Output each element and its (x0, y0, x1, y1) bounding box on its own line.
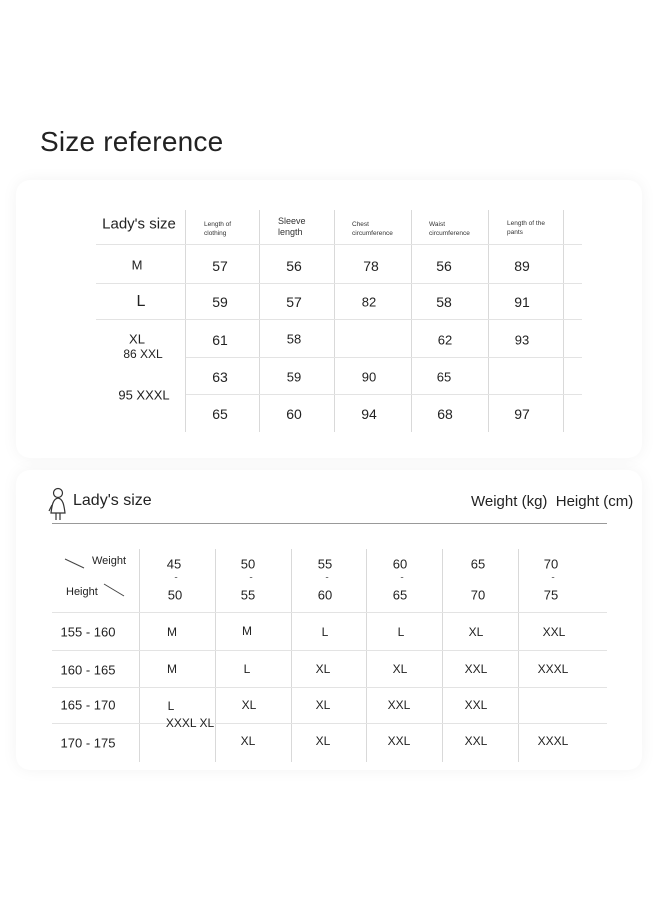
table-cell: 97 (514, 406, 530, 422)
table-cell: XXXL (537, 734, 569, 748)
table-cell: XXXL XL (165, 716, 215, 730)
column-header: Sleeve length (278, 216, 306, 237)
table-cell: XXL (464, 698, 488, 712)
table-cell: XL (240, 734, 256, 748)
table-cell: M (242, 624, 252, 638)
table-cell: 82 (361, 294, 377, 310)
table-cell: L (397, 625, 405, 639)
table-cell: L (321, 625, 329, 639)
table-cell: 59 (212, 294, 228, 310)
size-label: 95 XXXL (118, 387, 170, 403)
range-dash: - (174, 572, 178, 584)
table-cell: 91 (514, 294, 530, 310)
table-cell: 60 (286, 406, 302, 422)
table-corner-label: Lady's size (102, 215, 176, 233)
table-cell: XL (468, 625, 484, 639)
range-dash: - (325, 572, 329, 584)
range-dash: - (400, 572, 404, 584)
weight-axis-label: Weight (92, 555, 127, 567)
table-cell: L (243, 662, 251, 676)
table-cell: XXL (542, 625, 566, 639)
table-cell: 62 (437, 332, 453, 348)
size-label: M (131, 257, 143, 273)
table-cell: M (167, 625, 177, 639)
range-dash: - (551, 572, 555, 584)
table-cell: 58 (436, 294, 452, 310)
height-range: 155 - 160 (60, 624, 116, 640)
table-cell: 63 (212, 369, 228, 385)
height-range: 170 - 175 (60, 735, 116, 751)
size-label: L (136, 293, 146, 310)
height-range: 165 - 170 (60, 697, 116, 713)
table-cell: XXL (464, 662, 488, 676)
page-title: Size reference (40, 126, 224, 157)
column-header: Waist circumference (429, 221, 470, 237)
table-cell: M (167, 662, 177, 676)
weight-to: 70 (470, 587, 486, 603)
table-cell: 57 (212, 258, 228, 274)
column-header: Length of clothing (204, 221, 232, 237)
units-label: Weight (kg) Height (cm) (471, 493, 634, 510)
table-cell: 56 (286, 258, 302, 274)
table-cell: 68 (437, 406, 453, 422)
table-cell: 65 (212, 406, 228, 422)
weight-to: 55 (240, 587, 256, 603)
weight-to: 60 (317, 587, 333, 603)
table-cell: XXL (387, 734, 411, 748)
table-cell: 56 (436, 258, 452, 274)
weight-to: 50 (167, 587, 183, 603)
table-cell: 58 (286, 331, 302, 347)
table-cell: 78 (363, 258, 379, 274)
table-cell: 59 (286, 369, 302, 385)
column-header: Length of the pants (507, 220, 545, 236)
table-cell: 57 (286, 294, 302, 310)
table-cell: 90 (361, 369, 377, 385)
table-cell: XXL (387, 698, 411, 712)
weight-to: 75 (543, 587, 559, 603)
table-cell: 89 (514, 258, 530, 274)
range-dash: - (249, 572, 253, 584)
table-cell: XL (315, 698, 331, 712)
weight-from: 45 (166, 556, 182, 572)
table-cell: XL (315, 734, 331, 748)
chart-heading: Lady's size (73, 492, 152, 509)
weight-from: 55 (317, 556, 333, 572)
table-cell: XL (315, 662, 331, 676)
weight-from: 50 (240, 556, 256, 572)
table-cell: XL (241, 698, 257, 712)
table-cell: XXL (464, 734, 488, 748)
table-cell: L (167, 699, 175, 713)
table-cell: XL (392, 662, 408, 676)
table-cell: XXXL (537, 662, 569, 676)
lady-size-card (16, 470, 642, 770)
height-axis-label: Height (66, 586, 98, 598)
size-label: 86 XXL (123, 347, 163, 361)
table-cell: 94 (361, 406, 377, 422)
weight-from: 65 (470, 556, 486, 572)
table-cell: 93 (514, 332, 530, 348)
weight-to: 65 (392, 587, 408, 603)
table-cell: 61 (212, 332, 228, 348)
column-header: Chest circumference (352, 221, 393, 237)
size-label: XL (129, 331, 145, 347)
table-cell: 65 (436, 369, 452, 385)
height-range: 160 - 165 (60, 662, 116, 678)
weight-from: 70 (543, 556, 559, 572)
weight-from: 60 (392, 556, 408, 572)
person-icon (48, 487, 68, 523)
